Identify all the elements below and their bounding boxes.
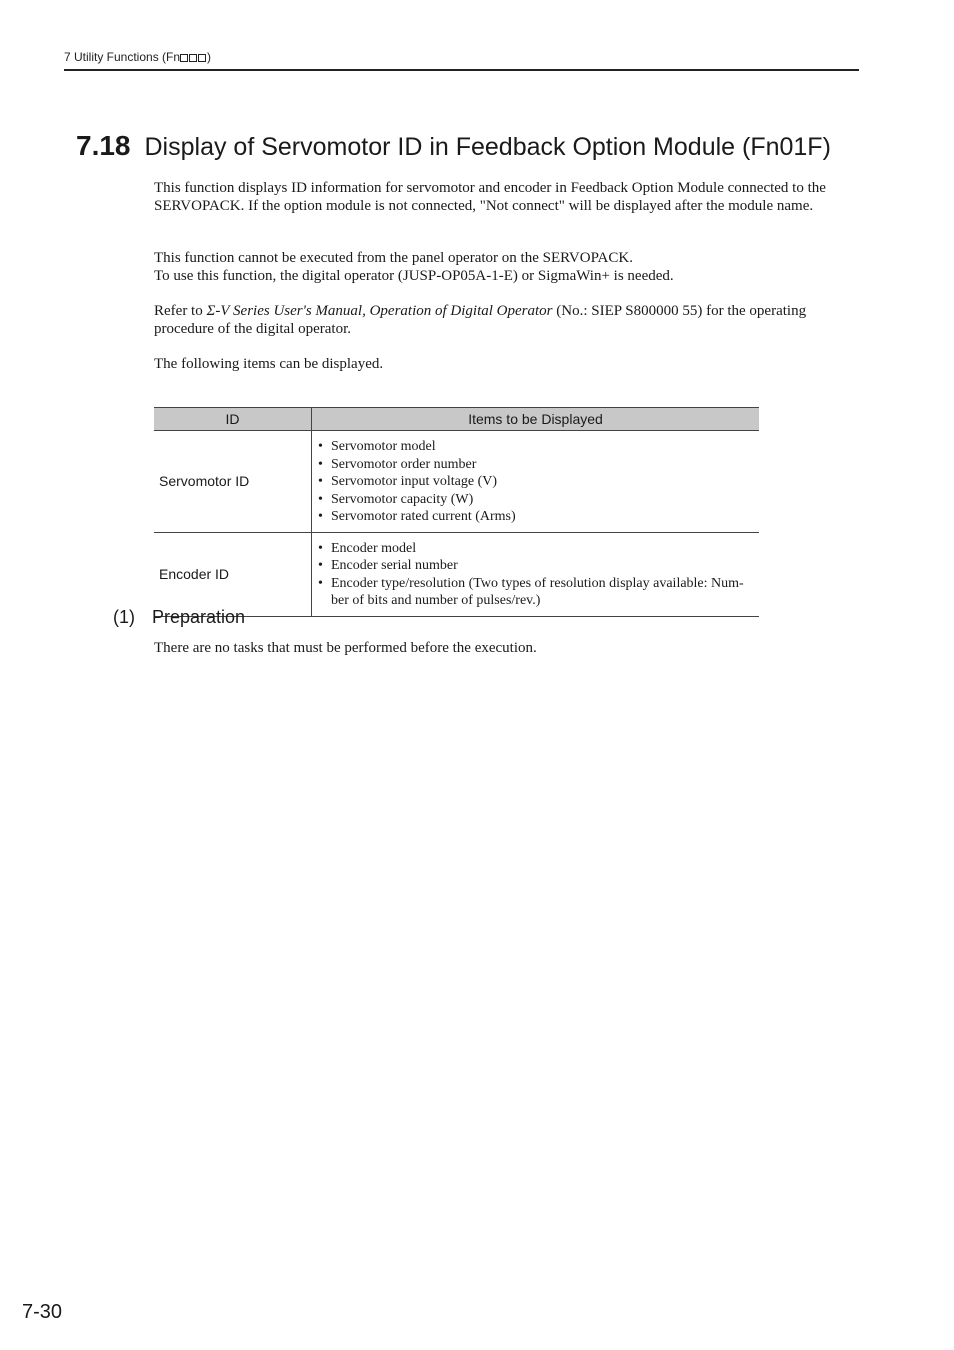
paragraph-line: To use this function, the digital operator (JUSP-OP05A-1-E) or SigmaWin+ is needed. — [154, 268, 674, 284]
manual-title: -V Series User's Manual, Operation of Digital Operator — [215, 303, 553, 319]
list-item-text: Servomotor rated current (Arms) — [331, 509, 516, 524]
subsection-number: (1) — [113, 607, 135, 627]
reference-lead: Refer to — [154, 303, 207, 319]
column-header-id: ID — [154, 408, 312, 431]
display-items-table — [154, 407, 759, 617]
list-item — [318, 557, 755, 575]
placeholder-boxes-icon — [180, 51, 207, 65]
list-item — [318, 456, 755, 474]
page-number: 7-30 — [22, 1301, 63, 1323]
subsection-title: Preparation — [152, 607, 246, 627]
list-item-text: Encoder type/resolution (Two types of resolution display available: Num-ber of bits and number of pulses/rev.) — [331, 575, 744, 608]
table-cell-id: Servomotor ID — [154, 431, 312, 533]
preparation-paragraph — [154, 639, 854, 657]
items-intro-paragraph — [154, 355, 854, 373]
list-item — [318, 491, 755, 509]
table-cell-id: Encoder ID — [154, 532, 312, 616]
paragraph-text: The following items can be displayed. — [154, 356, 384, 372]
list-item — [318, 508, 755, 526]
running-header-label: 7 Utility Functions (Fn — [64, 50, 181, 64]
reference-tail: (No.: SIEP S800000 55) for the operating procedure of the digital operator. — [154, 303, 807, 337]
list-item — [318, 473, 755, 491]
table-row — [154, 532, 759, 616]
section-heading — [76, 130, 831, 162]
running-header — [64, 50, 211, 65]
bullet-icon: • — [318, 439, 323, 454]
paragraph-text: There are no tasks that must be performed before the execution. — [154, 640, 537, 656]
list-item-text: Servomotor capacity (W) — [331, 491, 474, 507]
header-divider — [64, 69, 859, 71]
bullet-icon: • — [318, 474, 323, 489]
list-item-text: Servomotor input voltage (V) — [331, 474, 498, 489]
table-cell-items — [312, 431, 760, 533]
list-item-text: Encoder model — [331, 540, 417, 556]
paragraph-text: This function displays ID information for servomotor and encoder in Feedback Option Module connected to the SERVOPACK. If the option module is not connected, "Not connect" will be displayed after the module name. — [154, 180, 826, 214]
list-item-text: Servomotor order number — [331, 456, 477, 472]
bullet-icon: • — [318, 558, 323, 573]
list-item — [318, 438, 755, 456]
list-item-text: Encoder serial number — [331, 558, 458, 573]
list-item — [318, 540, 755, 558]
list-item — [318, 575, 755, 610]
intro-paragraph — [154, 179, 854, 215]
bullet-icon: • — [318, 456, 323, 472]
column-header-items: Items to be Displayed — [312, 408, 760, 431]
sigma-symbol: Σ — [206, 303, 216, 319]
running-header-suffix: ) — [207, 50, 212, 64]
restriction-paragraph — [154, 249, 854, 285]
bullet-icon: • — [318, 491, 323, 507]
subsection-heading — [113, 607, 245, 628]
table-row — [154, 431, 759, 533]
section-number: 7.18 — [76, 130, 131, 161]
section-title: Display of Servomotor ID in Feedback Option Module (Fn01F) — [144, 133, 831, 161]
table-cell-items — [312, 532, 760, 616]
table-header-row — [154, 408, 759, 431]
paragraph-line: This function cannot be executed from the panel operator on the SERVOPACK. — [154, 250, 633, 266]
bullet-icon: • — [318, 575, 323, 591]
reference-paragraph — [154, 302, 854, 338]
list-item-text: Servomotor model — [331, 439, 436, 454]
bullet-icon: • — [318, 509, 323, 524]
bullet-icon: • — [318, 540, 323, 556]
